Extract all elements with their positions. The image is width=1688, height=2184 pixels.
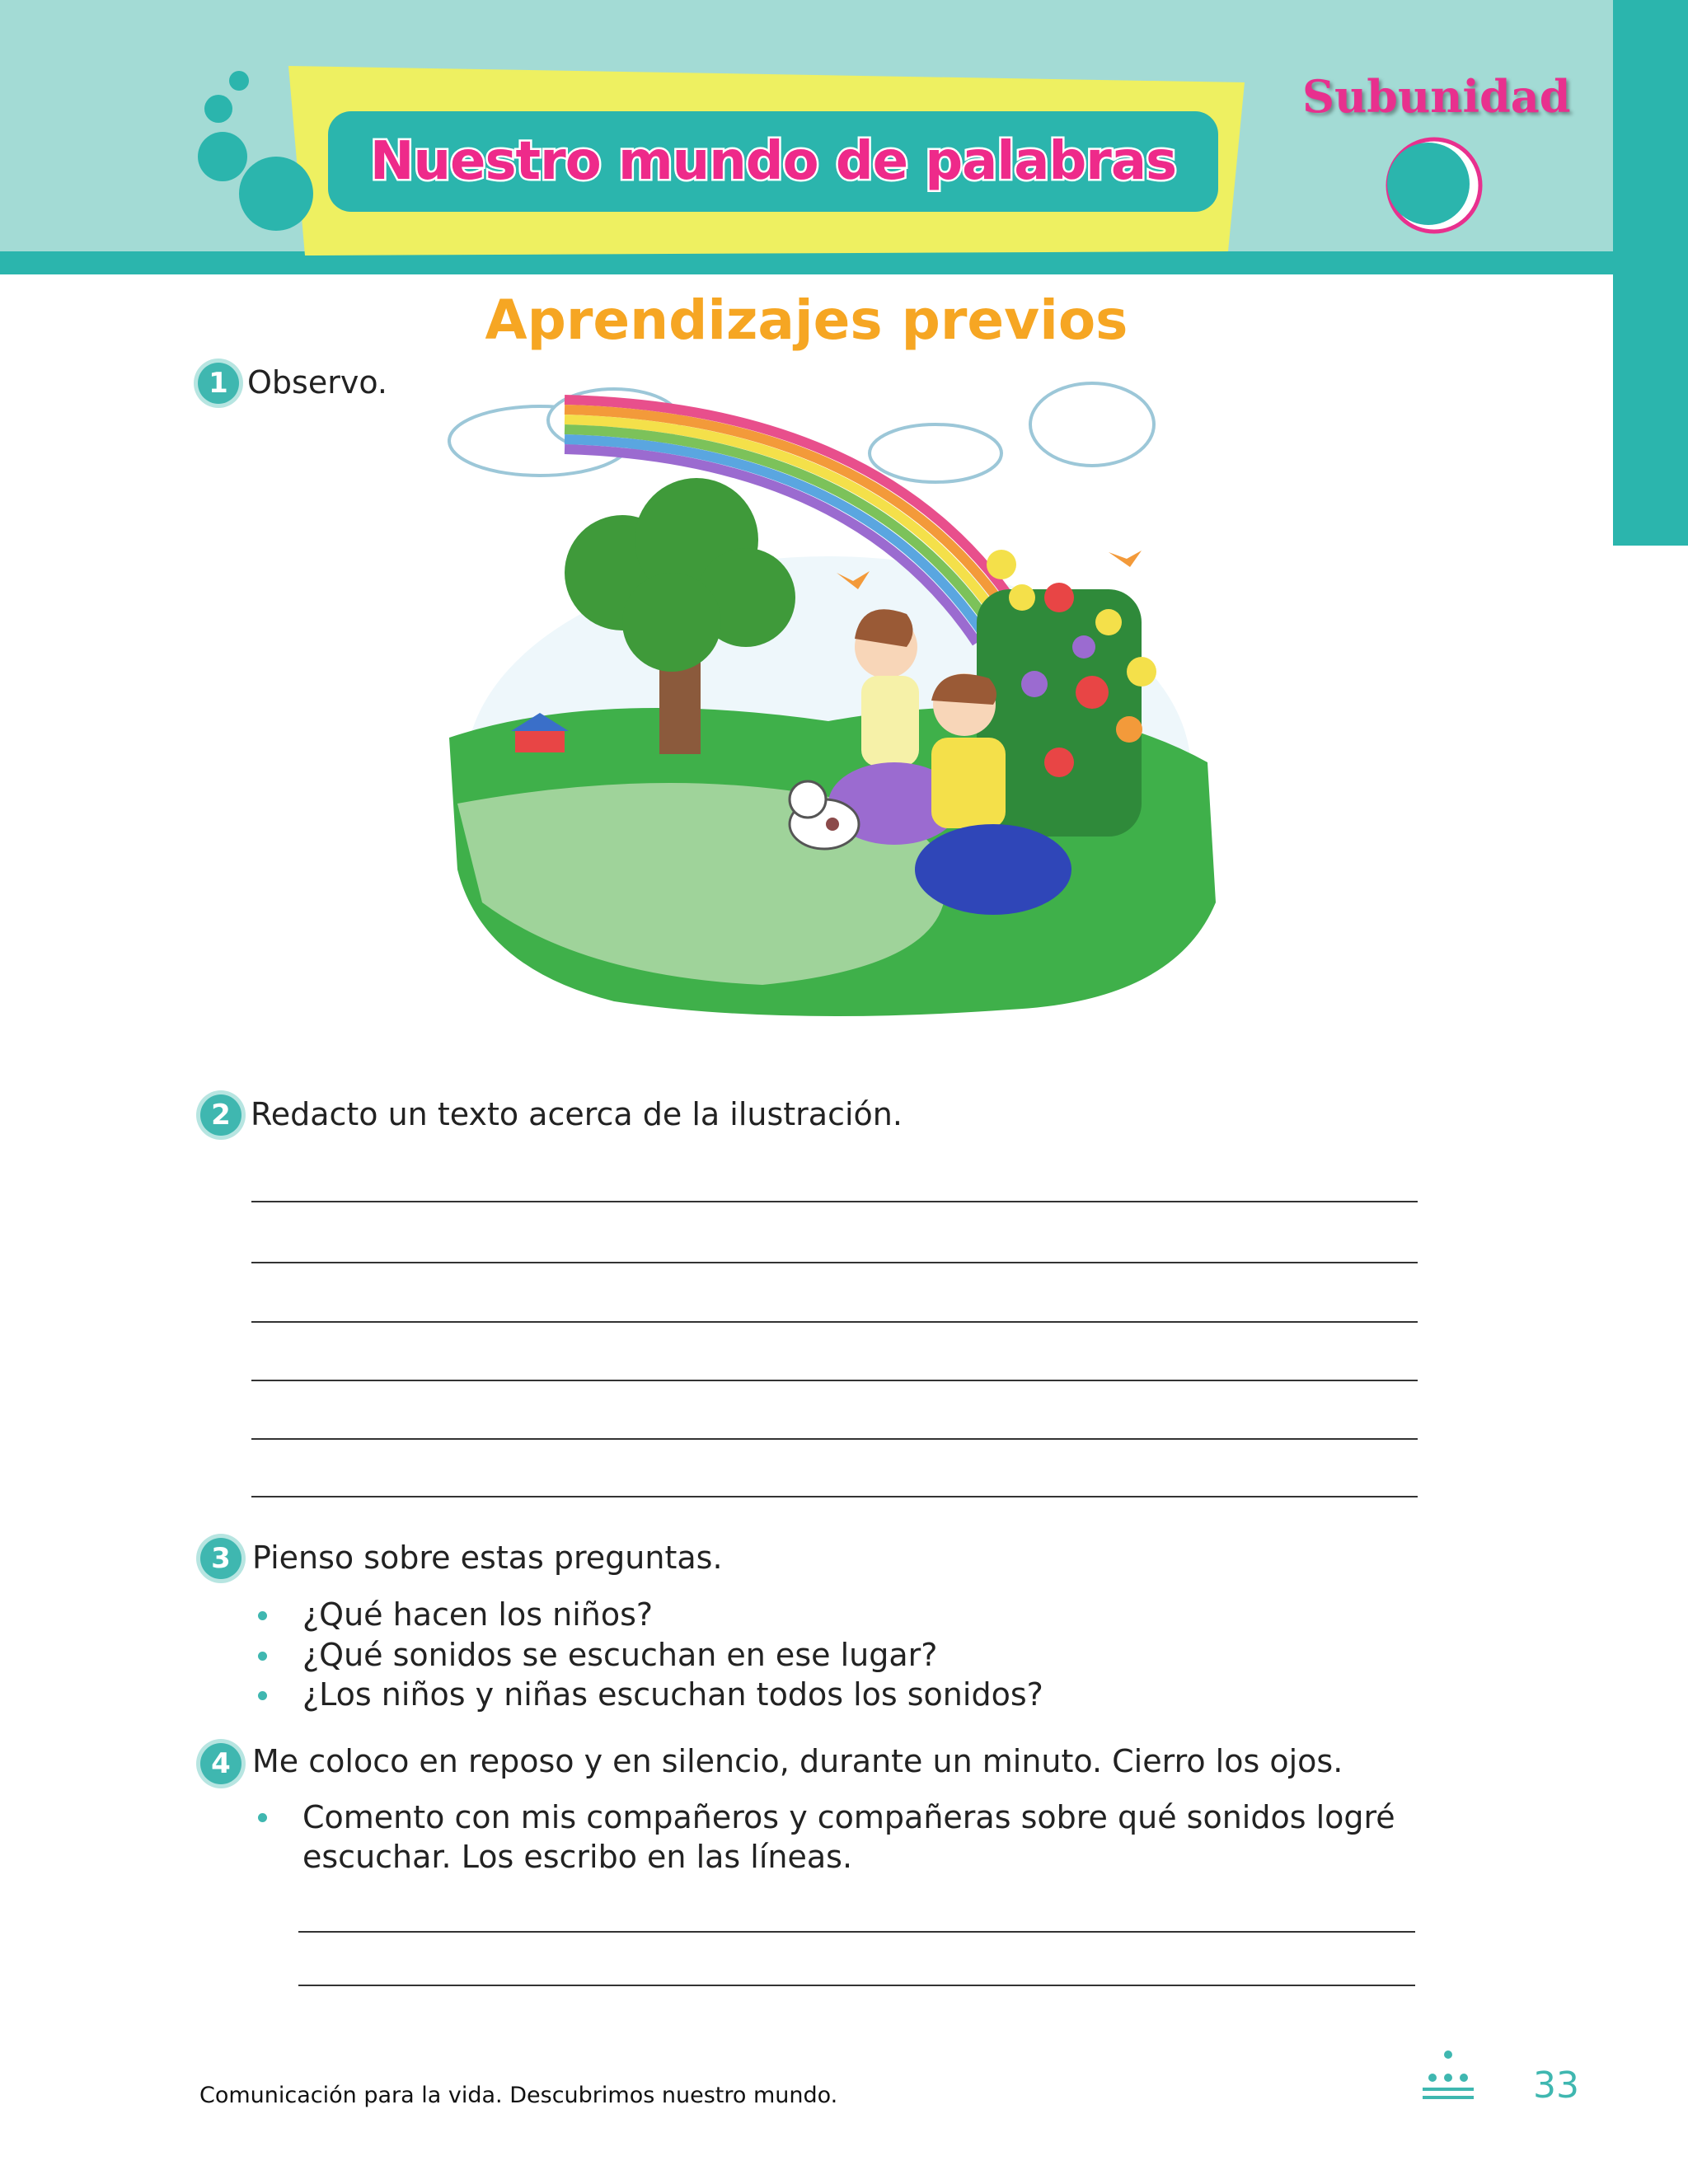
bullet-icon bbox=[258, 1813, 267, 1822]
writing-line[interactable] bbox=[298, 1931, 1415, 1933]
bullet-icon bbox=[258, 1611, 267, 1620]
activity-4-text: Me coloco en reposo y en silencio, durante un minuto. Cierro los ojos. bbox=[252, 1743, 1343, 1779]
bubble-small bbox=[229, 71, 249, 91]
bullet-icon bbox=[258, 1691, 267, 1700]
cloud-icon bbox=[870, 424, 1001, 482]
activity-1-text: Observo. bbox=[247, 364, 387, 401]
cloud-icon bbox=[1030, 383, 1154, 466]
writing-line[interactable] bbox=[298, 1985, 1415, 1986]
writing-line[interactable] bbox=[251, 1380, 1418, 1381]
writing-line[interactable] bbox=[251, 1321, 1418, 1323]
bubble-medium bbox=[204, 95, 232, 123]
question-item: ¿Los niños y niñas escuchan todos los sonidos? bbox=[302, 1676, 1043, 1713]
activity-number-1: 1 bbox=[198, 363, 239, 404]
subunit-circle-icon bbox=[1381, 132, 1488, 239]
bullet-icon bbox=[258, 1652, 267, 1661]
question-item: ¿Qué hacen los niños? bbox=[302, 1596, 654, 1633]
title-pill bbox=[328, 111, 1218, 212]
section-heading: Aprendizajes previos bbox=[485, 288, 1128, 352]
writing-line[interactable] bbox=[251, 1496, 1418, 1497]
page-number: 33 bbox=[1533, 2064, 1579, 2107]
activity-number-4: 4 bbox=[200, 1743, 241, 1784]
instruction-line: Comento con mis compañeros y compañeras sobre qué sonidos logré bbox=[302, 1799, 1395, 1835]
instruction-line: escuchar. Los escribo en las líneas. bbox=[302, 1839, 853, 1875]
activity-2-text: Redacto un texto acerca de la ilustración. bbox=[251, 1096, 903, 1132]
activity-3-text: Pienso sobre estas preguntas. bbox=[252, 1540, 723, 1576]
writing-line[interactable] bbox=[251, 1438, 1418, 1440]
writing-line[interactable] bbox=[251, 1262, 1418, 1263]
illustration-children-rainbow bbox=[433, 375, 1224, 1047]
page-title: Nuestro mundo de palabras bbox=[369, 131, 1177, 192]
bird-icon bbox=[1109, 551, 1142, 567]
bubble-xlarge bbox=[239, 157, 313, 231]
activity-number-3: 3 bbox=[200, 1538, 241, 1579]
side-tab bbox=[1613, 0, 1688, 546]
footer-dots-icon bbox=[1418, 2048, 1475, 2106]
bubble-large bbox=[198, 132, 247, 181]
question-item: ¿Qué sonidos se escuchan en ese lugar? bbox=[302, 1637, 938, 1673]
writing-line[interactable] bbox=[251, 1201, 1418, 1202]
subunit-label: Subunidad bbox=[1302, 70, 1571, 123]
footer-book-title: Comunicación para la vida. Descubrimos nuestro mundo. bbox=[199, 2083, 838, 2108]
activity-number-2: 2 bbox=[200, 1094, 241, 1136]
